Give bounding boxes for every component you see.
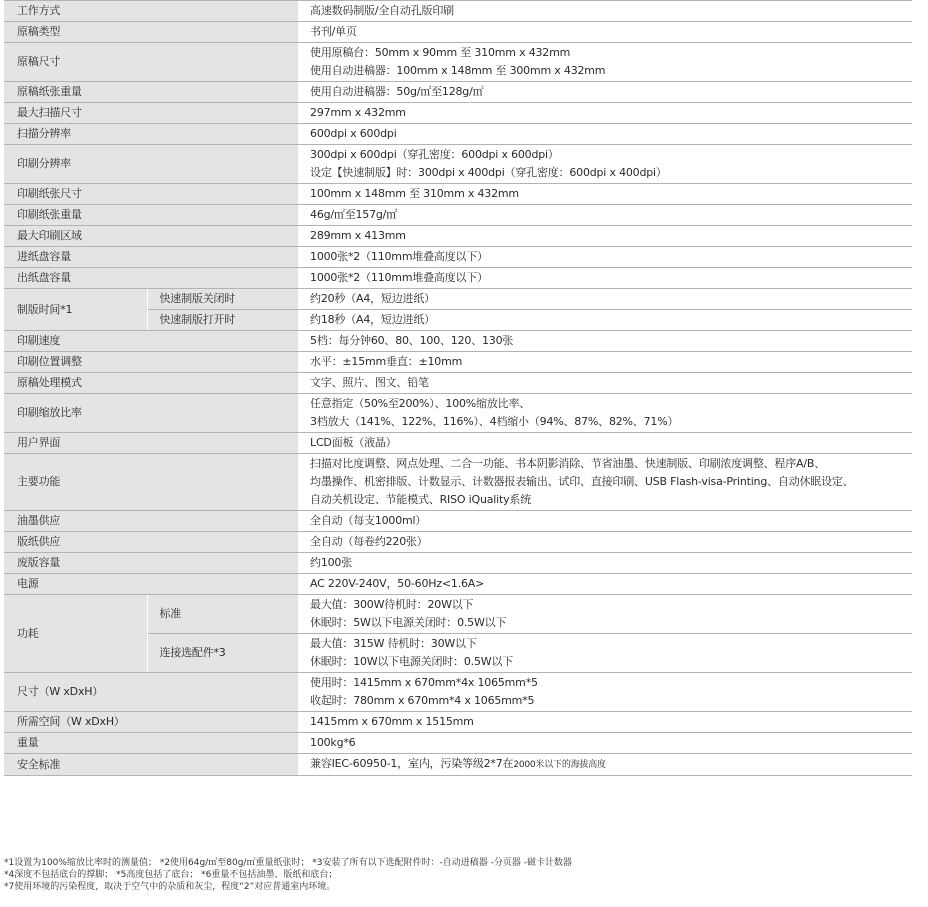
spec-row-original-size [4,43,912,82]
spec-row-print-speed [4,331,912,352]
spec-value-line: 收起时：780mm x 670mm*4 x 1065mm*5 [310,694,535,707]
spec-label: 印刷纸张尺寸 [4,184,298,205]
spec-value-line: 1000张*2（110mm堆叠高度以下） [310,250,488,263]
spec-value-line: 扫描对比度调整、网点处理、二合一功能、书本阴影消除、节省油墨、快速制版、印刷浓度调整、程序A/B、 [310,457,825,470]
spec-value [298,574,912,595]
spec-value-line: 使用自动进稿器：100mm x 148mm 至 300mm x 432mm [310,64,606,77]
footnote-line: *7使用环境的污染程度，取决于空气中的杂质和灰尘，程度“2”对应普通室内环境。 [4,882,336,892]
spec-value-line: 全自动（每卷约220张） [310,535,428,548]
spec-label: 版纸供应 [4,532,298,553]
spec-value-line: 1415mm x 670mm x 1515mm [310,715,474,728]
spec-value-line: 最大值：315W 待机时：30W以下 [310,637,477,650]
spec-value-line: 300dpi x 600dpi（穿孔密度：600dpi x 600dpi） [310,148,559,161]
spec-label: 印刷位置调整 [4,352,298,373]
spec-value-line: 使用原稿台：50mm x 90mm 至 310mm x 432mm [310,46,571,59]
spec-row-max-scan-size [4,103,912,124]
spec-value [298,247,912,268]
spec-value-line: 5档：每分钟60、80、100、120、130张 [310,334,514,347]
spec-value [298,226,912,247]
spec-value [298,103,912,124]
spec-value [298,310,912,331]
safety-standard-text: 兼容IEC-60950-1，室内，污染等级2*7在 [310,757,514,770]
spec-label: 尺寸（W xDxH） [4,673,298,712]
spec-value [298,184,912,205]
spec-value [298,289,912,310]
spec-value-line: 约20秒（A4，短边进纸） [310,292,435,305]
spec-row-zoom-ratio [4,394,912,433]
spec-table [4,0,912,776]
spec-value [298,433,912,454]
spec-row-disposal-capacity [4,553,912,574]
spec-row-paper-weight [4,205,912,226]
spec-value [298,205,912,226]
spec-value [298,43,912,82]
spec-label: 工作方式 [4,1,298,22]
spec-value [298,352,912,373]
spec-label: 所需空间（W xDxH） [4,712,298,733]
spec-row-original-weight [4,82,912,103]
spec-label: 最大印刷区域 [4,226,298,247]
spec-label: 进纸盘容量 [4,247,298,268]
spec-value-line: 全自动（每支1000ml） [310,514,427,527]
spec-row-print-resolution [4,145,912,184]
spec-row-required-space [4,712,912,733]
spec-value [298,511,912,532]
spec-value [298,331,912,352]
spec-value-line: 约100张 [310,556,353,569]
spec-label: 扫描分辨率 [4,124,298,145]
spec-label: 印刷缩放比率 [4,394,298,433]
spec-value-line: 文字、照片、图文、铅笔 [310,376,429,389]
spec-value-line: 289mm x 413mm [310,229,406,242]
spec-value-line: 休眠时：10W以下电源关闭时：0.5W以下 [310,655,514,668]
spec-label: 印刷纸张重量 [4,205,298,226]
spec-row-max-print-area [4,226,912,247]
spec-row-position-adjust [4,352,912,373]
spec-value-line: 均墨操作、机密排版、计数显示、计数器报表输出、试印、直接印刷、USB Flash-visa-Printing、自动休眠设定、 [310,475,854,488]
spec-value-line: 3档放大（141%、122%、116%）、4档缩小（94%、87%、82%、71%） [310,415,679,428]
spec-value-line: 600dpi x 600dpi [310,127,397,140]
spec-value [298,553,912,574]
spec-value [298,595,912,634]
spec-value [298,22,912,43]
spec-value [298,733,912,754]
spec-label: 制版时间*1 [4,289,147,331]
spec-value-line: 高速数码制版/全自动孔版印刷 [310,4,454,17]
spec-label: 废版容量 [4,553,298,574]
safety-standard-altitude-note: 2000米以下的海拔高度 [513,760,606,770]
spec-row-ink-supply [4,511,912,532]
spec-value [298,145,912,184]
spec-row-feed-tray [4,247,912,268]
spec-row-power-source [4,574,912,595]
spec-value-line: 休眠时：5W以下电源关闭时：0.5W以下 [310,616,507,629]
spec-value [298,124,912,145]
spec-value-line: 任意指定（50%至200%）、100%缩放比率、 [310,397,531,410]
spec-value [298,394,912,433]
spec-value-line: 100kg*6 [310,736,356,749]
spec-label: 原稿类型 [4,22,298,43]
spec-row-output-tray [4,268,912,289]
spec-value [298,82,912,103]
spec-value [298,454,912,511]
spec-value-line: 100mm x 148mm 至 310mm x 432mm [310,187,519,200]
spec-label: 最大扫描尺寸 [4,103,298,124]
spec-label: 印刷分辨率 [4,145,298,184]
spec-label: 电源 [4,574,298,595]
spec-value-line: 设定【快速制版】时：300dpi x 400dpi（穿孔密度：600dpi x 400dpi） [310,166,667,179]
spec-value-line [310,755,912,774]
spec-value-line: 1000张*2（110mm堆叠高度以下） [310,271,488,284]
spec-row-paper-size [4,184,912,205]
spec-row-work-mode [4,1,912,22]
spec-row-main-functions [4,454,912,511]
footnote-line: *4深度不包括底台的撑脚； *5高度包括了底台； *6重量不包括油墨、版纸和底台； [4,870,338,880]
spec-label: 原稿纸张重量 [4,82,298,103]
spec-label: 重量 [4,733,298,754]
spec-value-line: 水平：±15mm垂直：±10mm [310,355,463,368]
spec-row-weight [4,733,912,754]
spec-row-dimensions [4,673,912,712]
spec-value [298,712,912,733]
spec-row-original-type [4,22,912,43]
spec-value-line: 297mm x 432mm [310,106,406,119]
spec-label: 用户界面 [4,433,298,454]
spec-label: 功耗 [4,595,147,673]
spec-row-scan-resolution [4,124,912,145]
spec-sub-label: 快速制版关闭时 [147,289,298,310]
spec-value [298,673,912,712]
spec-value-line: AC 220V-240V，50-60Hz<1.6A> [310,577,485,590]
spec-row-safety-standard [4,754,912,776]
spec-row-master-supply [4,532,912,553]
spec-label: 主要功能 [4,454,298,511]
spec-value [298,1,912,22]
spec-value [298,754,912,776]
spec-label: 油墨供应 [4,511,298,532]
spec-value-line: 书刊/单页 [310,25,357,38]
spec-sub-label: 标准 [147,595,298,634]
footnotes [4,857,904,893]
spec-sub-label: 快速制版打开时 [147,310,298,331]
spec-value [298,532,912,553]
spec-value-line: 46g/㎡至157g/㎡ [310,208,397,221]
spec-label: 印刷速度 [4,331,298,352]
spec-value-line: 使用时：1415mm x 670mm*4x 1065mm*5 [310,676,538,689]
footnote-line: *1设置为100%缩放比率时的测量值； *2使用64g/㎡至80g/㎡重量纸张时； *3安装了所有以下选配附件时：-自动进稿器 -分页器 -磁卡计数器 [4,858,572,868]
spec-sub-label: 连接选配件*3 [147,634,298,673]
spec-value-line: 使用自动进稿器：50g/㎡至128g/㎡ [310,85,484,98]
spec-value-line: 约18秒（A4，短边进纸） [310,313,435,326]
spec-label: 原稿尺寸 [4,43,298,82]
spec-row-user-interface [4,433,912,454]
spec-row-master-time [4,289,912,310]
spec-label: 安全标准 [4,754,298,776]
spec-row-power-consumption [4,595,912,634]
spec-value [298,634,912,673]
spec-value [298,373,912,394]
spec-label: 原稿处理模式 [4,373,298,394]
spec-row-image-mode [4,373,912,394]
spec-value-line: 最大值：300W待机时：20W以下 [310,598,474,611]
spec-label: 出纸盘容量 [4,268,298,289]
spec-value [298,268,912,289]
spec-value-line: 自动关机设定、节能模式、RISO iQuality系统 [310,493,532,506]
spec-value-line: LCD面板（液晶） [310,436,397,449]
